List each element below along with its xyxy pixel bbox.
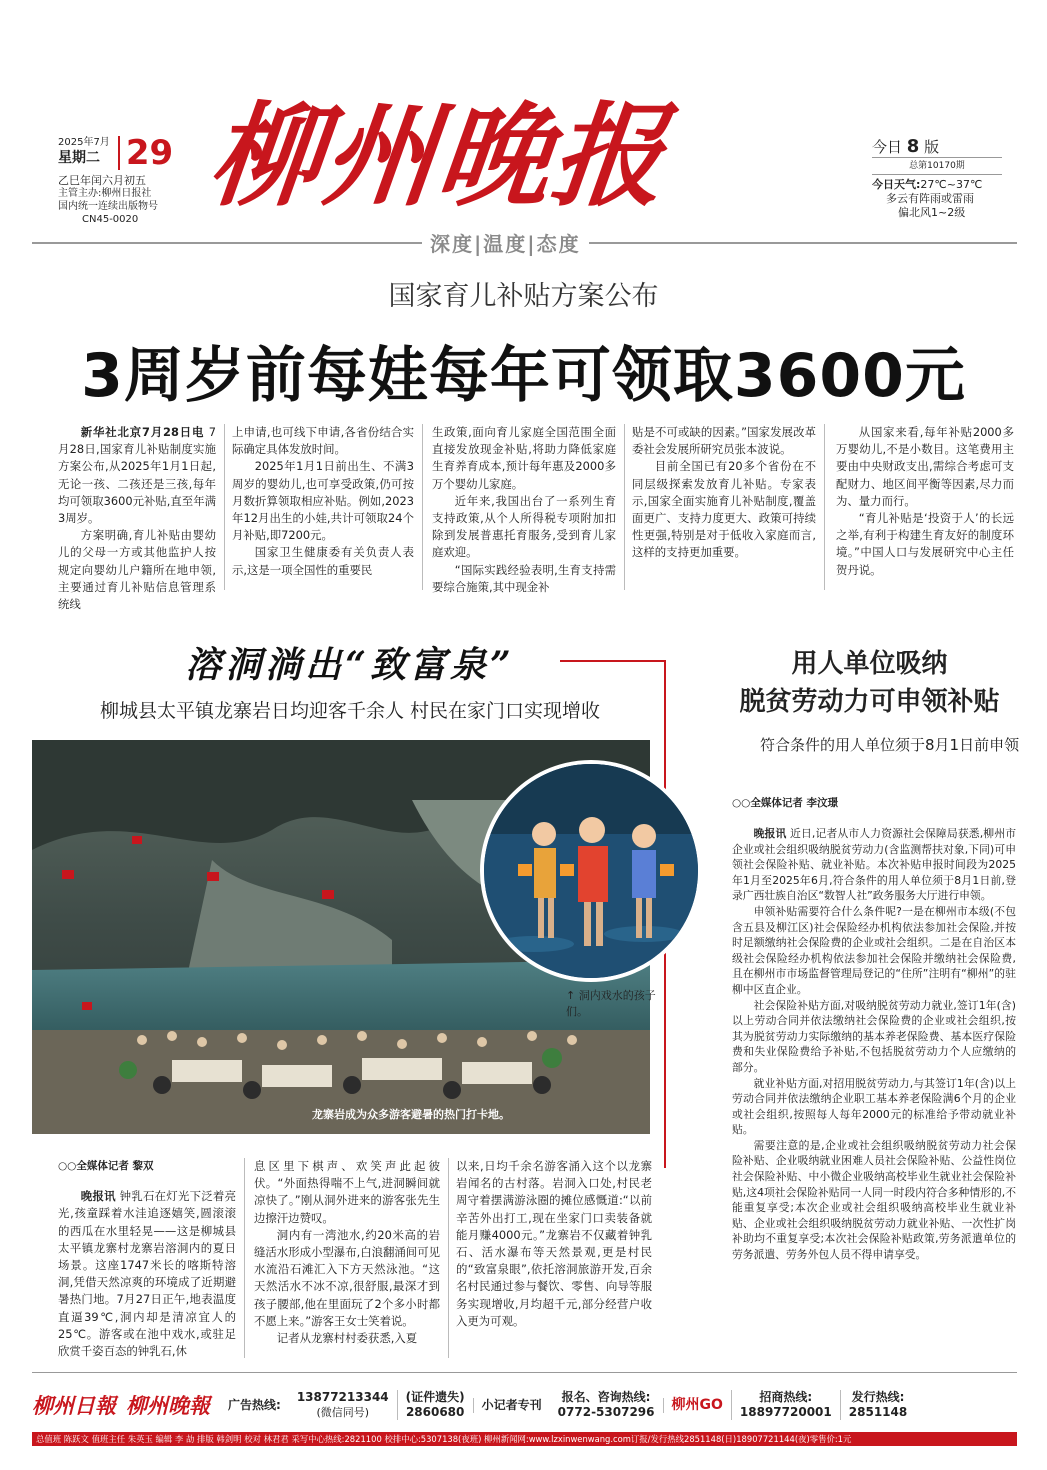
dist-block: [840, 1390, 915, 1420]
divider: [224, 424, 225, 590]
go-block: [663, 1398, 731, 1413]
right-story-byline: ○○全媒体记者 李汶璟: [732, 797, 838, 809]
red-rule: [560, 660, 666, 662]
divider: [448, 1158, 449, 1358]
hire-label: 招商热线:: [759, 1390, 813, 1404]
page-count: [872, 136, 1002, 157]
lead-col5-p1: 从国家来看,每年补贴2000多万婴幼儿,不是小数目。这笔费用主要由中央财政支出,需综合考虑可支配财力、地区间平衡等因素,尽力而为、量力而行。: [836, 425, 1014, 508]
footer-rule: [32, 1372, 1017, 1373]
lead-headline: 3周岁前每娃每年可领取3600元: [81, 341, 966, 411]
hire-block: [731, 1390, 840, 1420]
lead-col2-p1: 上申请,也可线下申请,各省份结合实际确定具体发放时间。: [232, 425, 414, 457]
feature-c3-p1: 以来,日均千余名游客涌入这个以龙寨岩闻名的古村落。岩洞入口处,村民老周守着摆满游泳圈的摊位感慨道:“以前辛苦外出打工,现在坐家门口卖装备就能月赚4000元。”龙寨岩不仅藏着钟乳石、活水瀑布等天然景观,更是村民的“致富泉眼”,依托溶洞旅游开发,百余名村民通过参与餐饮、零售、向导等服务实现增收,月均超千元,部分经营户收入更为可观。: [456, 1159, 652, 1328]
lead-dateline: 新华社北京7月28日电: [80, 425, 205, 439]
notice-block: [397, 1390, 473, 1420]
feature-column-1: [58, 1158, 236, 1360]
ad-note: (微信同号): [316, 1406, 370, 1419]
staff-strip: 总值班 陈跃文 值班主任 朱英玉 编辑 李 劼 排版 韩剑明 校对 林君君 采写中心热线:2821100 校排中心:5307138(夜班) 柳州新闻网:www.lzxinwenwang.com订报/发行热线2851148(日)18907721144(夜)零售价:1元: [32, 1432, 1017, 1446]
hire-phone: 18897720001: [739, 1405, 832, 1419]
serial-label: 国内统一连续出版物号: [58, 201, 158, 212]
dist-label: 发行热线:: [851, 1390, 905, 1404]
right-lead: 晚报讯: [753, 827, 787, 840]
lead-column-1: [58, 424, 216, 613]
logo-text: 柳州晚报: [203, 91, 673, 222]
sponsor: 主管主办:柳州日报社: [58, 188, 152, 199]
ad-label: 广告热线:: [228, 1397, 281, 1412]
pages-suffix: 版: [924, 138, 940, 156]
right-p5: 需要注意的是,企业或社会组织吸纳脱贫劳动力社会保险补贴、企业吸纳就业困难人员社会保险补贴、公益性岗位社会保险补贴、中小微企业吸纳高校毕业生就业社会保险补贴,这4项社会保险补贴同一人同一时段内符合多种情形的,不能重复享受;本次企业或社会组织吸纳高校毕业生就业补贴、企业或社会组织吸纳脱贫劳动力就业补贴、一次性扩岗补助均不重复享受;本次社会保险补贴政策,劳务派遣单位的劳务派遣、劳务外包人员不得申请享受。: [732, 1138, 1016, 1262]
divider: [824, 424, 825, 590]
date-day: 29: [118, 136, 173, 170]
right-title-line2: 脱贫劳动力可申领补贴: [739, 687, 1000, 717]
notice-label: (证件遗失): [405, 1390, 465, 1404]
weather-temp: 27℃~37℃: [920, 178, 983, 191]
feature-lead: 晚报讯: [80, 1189, 116, 1204]
feature-column-3: [456, 1158, 652, 1330]
tagline: 深度|温度|态度: [422, 228, 589, 257]
lead-column-2: [232, 424, 414, 579]
right-p4: 就业补贴方面,对招用脱贫劳动力,与其签订1年(含)以上劳动合同并依法缴纳企业职工基本养老保险满6个月的企业或社会组织,按照每人每年2000元的标准给予带动就业补贴。: [732, 1076, 1016, 1137]
divider: [422, 424, 423, 590]
footer-logo-daily: 柳州日報: [32, 1393, 116, 1418]
pages-prefix: 今日: [872, 138, 903, 156]
main-photo-caption: 龙寨岩成为众多游客避暑的热门打卡地。: [312, 1108, 510, 1121]
ad-hotline: [220, 1398, 289, 1413]
feature-c2-p2: 洞内有一湾池水,约20米高的岩缝活水形成小型瀑布,白浪翻涌间可见水流沿石滩汇入下方天然泳池。“这天然活水不冰不凉,很舒服,最深才到孩子腰部,他在里面玩了2个多小时都不愿上来。”游客王女士笑着说。: [254, 1227, 440, 1328]
lead-col5-p2: “育儿补贴是‘投资于人’的长远之举,有利于构建生育友好的制度环境。”中国人口与发展研究中心主任贺丹说。: [836, 511, 1014, 577]
right-title-line1: 用人单位吸纳: [791, 649, 948, 679]
lead-col2-p2: 2025年1月1日前出生、不满3周岁的婴幼儿,也可享受政策,仍可按月数折算领取相应补贴。例如,2023年12月出生的小娃,共计可领取24个月补贴,即7200元。: [232, 459, 414, 543]
feature-column-2: [254, 1158, 440, 1347]
date-month: 2025年7月: [58, 137, 110, 148]
right-story-body: [732, 826, 1016, 1263]
right-story-title: [712, 645, 1027, 721]
dist-phone: 2851148: [848, 1405, 908, 1419]
lead-col2-p3: 国家卫生健康委有关负责人表示,这是一项全国性的重要民: [232, 545, 414, 577]
go-label: 柳州GO: [671, 1396, 723, 1413]
right-p1: 近日,记者从市人力资源社会保障局获悉,柳州市企业或社会组织吸纳脱贫劳动力(含监测帮扶对象,下同)可申领社会保险补贴、就业补贴。本次补贴申报时间段为2025年1月至2025年6月,符合条件的用人单位须于8月1日前,登录广西壮族自治区“数智人社”政务服务大厅进行申领。: [732, 827, 1016, 903]
pages-count: 8: [906, 136, 920, 157]
issue-number: 总第10170期: [872, 157, 1002, 175]
weather-label: 今日天气:: [872, 178, 921, 191]
inset-photo-caption: ↑ 洞内戏水的孩子们。: [566, 989, 656, 1018]
edition-info: [872, 136, 1002, 220]
footer-logo-evening: 柳州晚報: [126, 1393, 210, 1418]
signup-label: 报名、咨询热线:: [561, 1390, 651, 1404]
lead-column-3: [432, 424, 616, 596]
newspaper-logo: [203, 91, 850, 222]
kids-photo: [480, 760, 702, 982]
footer-ads: [32, 1380, 1017, 1430]
feature-title: 溶洞淌出“致富泉”: [185, 644, 515, 686]
lead-col3-p3: “国际实践经验表明,生育支持需要综合施策,其中现金补: [432, 562, 616, 594]
divider: [624, 424, 625, 590]
right-story-subtitle: 符合条件的用人单位须于8月1日前申领: [760, 736, 1020, 754]
weekday: 星期二: [58, 150, 100, 166]
lunar-date: 乙巳年闰六月初五: [58, 174, 146, 187]
lead-col1-p1: 7月28日,国家育儿补贴制度实施方案公布,从2025年1月1日起,无论一孩、二孩还是三孩,每年均可领取3600元补贴,直至年满3周岁。: [58, 425, 216, 526]
lead-col4-p1: 贴是不可或缺的因素。”国家发展改革委社会发展所研究员张本波说。: [632, 425, 816, 457]
ad-phone-block: [289, 1390, 397, 1420]
right-p3: 社会保险补贴方面,对吸纳脱贫劳动力就业,签订1年(含)以上劳动合同并依法缴纳社会保险费的企业或社会组织,按其为脱贫劳动力实际缴纳的基本养老保险费、基本医疗保险费和失业保险费给予补贴,不包括脱贫劳动力个人应缴纳的部分。: [732, 998, 1016, 1074]
feature-byline: ○○全媒体记者 黎双: [58, 1160, 154, 1172]
kids-label: 小记者专刊: [481, 1397, 542, 1412]
signup-phone: 0772-5307296: [557, 1405, 655, 1419]
divider: [244, 1158, 245, 1358]
feature-c2-p1: 息区里下棋声、欢笑声此起彼伏。“外面热得喘不上气,进洞瞬间就凉快了。”刚从洞外进来的游客张先生边擦汗边赞叹。: [254, 1159, 440, 1225]
notice-phone: 2860680: [405, 1405, 465, 1419]
feature-subtitle: 柳城县太平镇龙寨岩日均迎客千余人 村民在家门口实现增收: [99, 700, 601, 722]
lead-col3-p1: 生政策,面向育儿家庭全国范围全面直接发放现金补贴,将助力降低家庭生育养育成本,预计每年惠及2000多万个婴幼儿家庭。: [432, 425, 616, 491]
kids-block: [473, 1398, 550, 1413]
weather-line: [872, 178, 1002, 192]
right-p2: 申领补贴需要符合什么条件呢?一是在柳州市本级(不包含五县及柳江区)社会保险经办机构依法参加社会保险,并按时足额缴纳社会保险费的企业或社会组织。二是在自治区本级社会保险经办机构依法参加社会保险并缴纳社会保险费,且在柳州市市场监督管理局登记的“住所”注明有“柳州”的驻柳中区直企业。: [732, 904, 1016, 996]
lead-column-4: [632, 424, 816, 562]
lead-subhead: 国家育儿补贴方案公布: [388, 281, 659, 312]
feature-c2-p3: 记者从龙寨村村委获悉,入夏: [276, 1331, 418, 1346]
feature-c1-p1: 钟乳石在灯光下泛着亮光,孩童踩着水洼追逐嬉笑,圆滚滚的西瓜在水里轻晃——这是柳城县太平镇龙寨村龙寨岩溶洞内的夏日场景。这座1747米长的喀斯特溶洞,凭借天然凉爽的环境成了近期避暑热门地。7月27日正午,地表温度直逼39℃,洞内却是清凉宜人的25℃。游客或在池中戏水,或驻足欣赏千姿百态的钟乳石,休: [58, 1189, 236, 1359]
ad-phone: 13877213344: [296, 1390, 389, 1404]
lead-col3-p2: 近年来,我国出台了一系列生育支持政策,从个人所得税专项附加扣除到发展普惠托育服务,受到育儿家庭欢迎。: [432, 493, 616, 560]
weather-desc: 多云有阵雨或雷雨: [886, 192, 974, 205]
lead-col4-p2: 目前全国已有20多个省份在不同层级探索发放育儿补贴。专家表示,国家全面实施育儿补贴制度,覆盖面更广、支持力度更大、政策可持续性更强,特别是对于低收入家庭而言,这样的支持更加重要。: [632, 459, 816, 560]
wind: 偏北风1~2级: [898, 206, 966, 219]
signup-block: [550, 1390, 663, 1420]
lead-col1-p2: 方案明确,育儿补贴由婴幼儿的父母一方或其他监护人按规定向婴幼儿户籍所在地申领,主要通过育儿补贴信息管理系统线: [58, 528, 216, 612]
kids-photo-illustration: [484, 764, 698, 978]
cn-number: CN45-0020: [82, 214, 139, 225]
date-block: [58, 133, 198, 226]
lead-column-5: [836, 424, 1014, 579]
